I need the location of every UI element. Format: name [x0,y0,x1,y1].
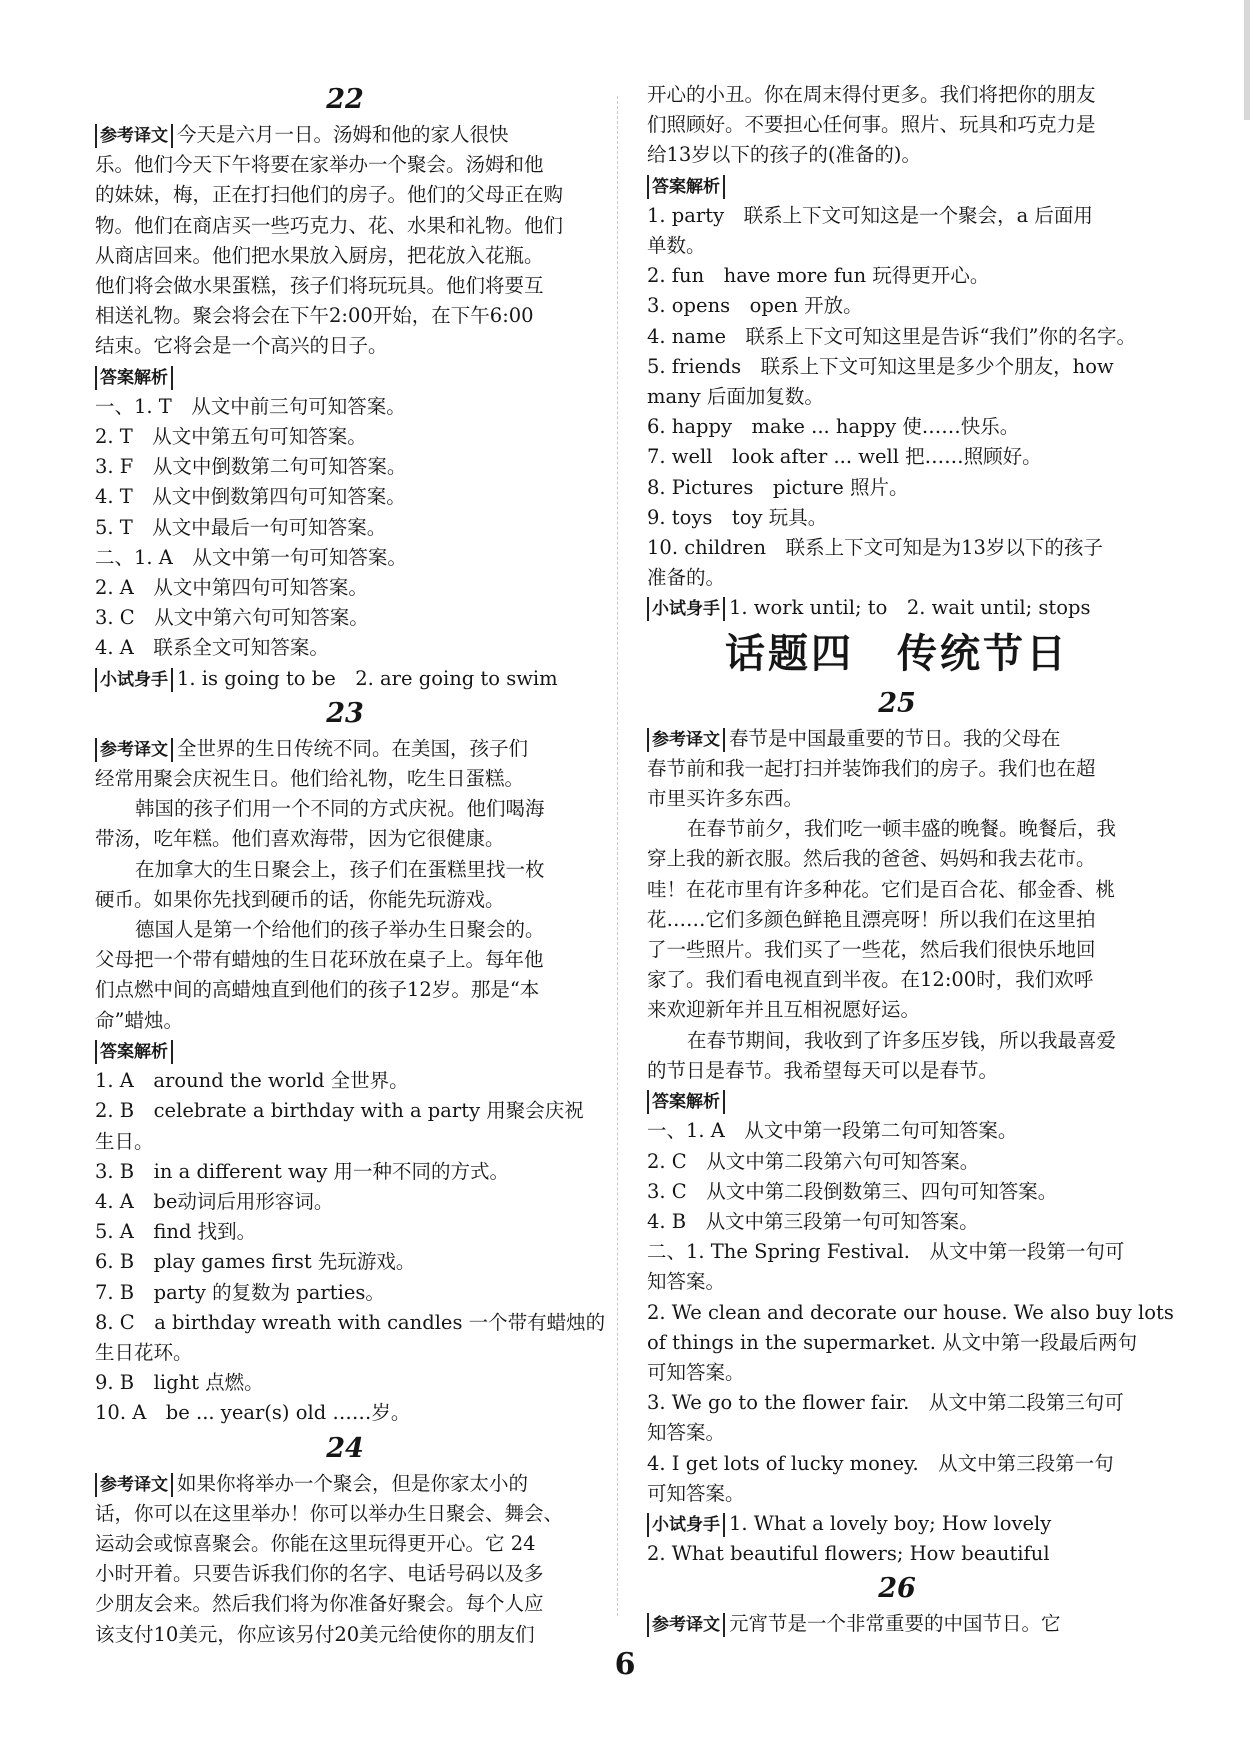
translation-line: 市里买许多东西。 [647,787,804,811]
translation-line: 运动会或惊喜聚会。你能在这里玩得更开心。它 24 [95,1531,536,1555]
answer-line: 3. F 从文中倒数第二句可知答案。 [95,455,407,479]
translation-line: 带汤，吃年糕。他们喜欢海带，因为它很健康。 [95,827,505,851]
answer-line: 知答案。 [647,1270,726,1294]
translation-line: 硬币。如果你先找到硬币的话，你能先玩游戏。 [95,887,505,911]
translation-tag: 参考译文 [647,1613,725,1637]
section-number-25: 25 [878,687,916,719]
section-number-26: 26 [878,1573,916,1605]
practice-tag: 小试身手 [647,597,725,621]
translation-line: 春节前和我一起打扫并装饰我们的房子。我们也在超 [647,756,1096,780]
translation-line: 少朋友会来。然后我们将为你准备好聚会。每个人应 [95,1592,544,1616]
section-number-24: 24 [326,1432,364,1464]
section-number-23: 23 [326,697,364,729]
answer-line: 5. friends 联系上下文可知这里是多少个朋友，how [647,354,1114,378]
translation-line: 花……它们多颜色鲜艳且漂亮呀！所以我们在这里拍 [647,907,1096,931]
answer-line: 8. Pictures picture 照片。 [647,475,909,499]
translation-line: 了一些照片。我们买了一些花，然后我们很快乐地回 [647,938,1096,962]
answer-line: 生日花环。 [95,1340,193,1364]
translation-line: 小时开着。只要告诉我们你的名字、电话号码以及多 [95,1562,544,1586]
translation-line: 家了。我们看电视直到半夜。在12:00时，我们欢呼 [647,968,1094,992]
answer-line: 4. name 联系上下文可知这里是告诉“我们”你的名字。 [647,324,1136,348]
translation-line: 德国人是第一个给他们的孩子举办生日聚会的。 [135,918,545,942]
answer-line: 3. C 从文中第二段倒数第三、四句可知答案。 [647,1179,1058,1203]
answer-line: 3. opens open 开放。 [647,294,863,318]
practice-line: 2. What beautiful flowers; How beautiful [647,1542,1050,1566]
answer-line: 9. B light 点燃。 [95,1371,264,1395]
practice-line: 小试身手 1. is going to be 2. are going to swim [95,664,595,694]
answer-line: 4. A 联系全文可知答案。 [95,636,329,660]
answer-line: 二、1. The Spring Festival. 从文中第一段第一句可 [647,1240,1125,1264]
answer-line: of things in the supermarket. 从文中第一段最后两句 [647,1330,1138,1354]
translation-line: 经常用聚会庆祝生日。他们给礼物，吃生日蛋糕。 [95,767,525,791]
translation-tag: 参考译文 [95,738,173,762]
translation-line: 参考译文 春节是中国最重要的节日。我的父母在 [647,724,1147,754]
answer-heading [95,1036,595,1066]
answer-line: 可知答案。 [647,1360,745,1384]
translation-line: 命”蜡烛。 [95,1008,183,1032]
translation-tag: 参考译文 [95,124,173,148]
right-column [647,80,1174,1640]
translation-line: 参考译文 全世界的生日传统不同。在美国，孩子们 [95,734,595,764]
practice-tag: 小试身手 [95,668,173,692]
translation-line: 在春节前夕，我们吃一顿丰盛的晚餐。晚餐后，我 [687,817,1117,841]
answer-line: 5. A find 找到。 [95,1220,257,1244]
answer-line: 3. C 从文中第六句可知答案。 [95,606,369,630]
answer-line: 生日。 [95,1129,154,1153]
answer-tag: 答案解析 [647,1090,725,1114]
translation-line: 他们将会做水果蛋糕，孩子们将玩玩具。他们将要互 [95,274,544,298]
practice-line: 小试身手 1. What a lovely boy; How lovely [647,1509,1147,1539]
left-column [95,80,606,1650]
answer-line: 准备的。 [647,566,726,590]
answer-line: 10. A be ... year(s) old ……岁。 [95,1401,411,1425]
answer-tag: 答案解析 [95,1040,173,1064]
translation-line: 参考译文 今天是六月一日。汤姆和他的家人很快 [95,120,595,150]
answer-line: 2. We clean and decorate our house. We also buy lots [647,1300,1174,1324]
translation-line: 在春节期间，我收到了许多压岁钱，所以我最喜爱 [687,1028,1117,1052]
translation-line: 来欢迎新年并且互相祝愿好运。 [647,998,921,1022]
translation-line: 在加拿大的生日聚会上，孩子们在蛋糕里找一枚 [135,857,545,881]
answer-line: 1. party 联系上下文可知这是一个聚会，a 后面用 [647,203,1093,227]
translation-line: 的妹妹，梅，正在打扫他们的房子。他们的父母正在购 [95,183,564,207]
translation-line: 参考译文 元宵节是一个非常重要的中国节日。它 [647,1609,1147,1639]
answer-tag: 答案解析 [95,366,173,390]
answer-heading [647,1086,1147,1116]
answer-line: 可知答案。 [647,1481,745,1505]
answer-line: many 后面加复数。 [647,385,824,409]
practice-tag: 小试身手 [647,1513,725,1537]
answer-line: 10. children 联系上下文可知是为13岁以下的孩子 [647,536,1103,560]
translation-line: 韩国的孩子们用一个不同的方式庆祝。他们喝海 [135,797,545,821]
answer-line: 一、1. T 从文中前三句可知答案。 [95,394,406,418]
answer-line: 3. B in a different way 用一种不同的方式。 [95,1159,510,1183]
answer-line: 6. happy make ... happy 使……快乐。 [647,415,1020,439]
answer-line: 7. B party 的复数为 parties。 [95,1280,385,1304]
answer-line: 5. T 从文中最后一句可知答案。 [95,515,387,539]
answer-line: 3. We go to the flower fair. 从文中第二段第三句可 [647,1391,1124,1415]
translation-line: 参考译文 如果你将举办一个聚会，但是你家太小的 [95,1469,595,1499]
translation-line: 结束。它将会是一个高兴的日子。 [95,334,388,358]
column-divider [617,96,618,1616]
translation-tag: 参考译文 [647,728,725,752]
answer-heading [95,362,595,392]
translation-line: 的节日是春节。我希望每天可以是春节。 [647,1058,999,1082]
answer-line: 2. C 从文中第二段第六句可知答案。 [647,1149,980,1173]
practice-line: 小试身手 1. work until; to 2. wait until; stops [647,593,1147,623]
answer-line: 知答案。 [647,1421,726,1445]
answer-line: 2. B celebrate a birthday with a party 用聚会庆祝 [95,1099,584,1123]
translation-line: 乐。他们今天下午将要在家举办一个聚会。汤姆和他 [95,153,544,177]
translation-line: 该支付10美元，你应该另付20美元给使你的朋友们 [95,1622,535,1646]
answer-line: 1. A around the world 全世界。 [95,1069,409,1093]
translation-line: 父母把一个带有蜡烛的生日花环放在桌子上。每年他 [95,948,544,972]
page-edge-shadow [1244,0,1250,120]
answer-line: 二、1. A 从文中第一句可知答案。 [95,545,407,569]
answer-line: 2. T 从文中第五句可知答案。 [95,425,367,449]
translation-line: 给13岁以下的孩子的(准备的)。 [647,143,922,167]
answer-line: 4. I get lots of lucky money. 从文中第三段第一句 [647,1451,1114,1475]
answer-line: 4. A be动词后用形容词。 [95,1189,334,1213]
translation-tag: 参考译文 [95,1473,173,1497]
translation-line: 开心的小丑。你在周末得付更多。我们将把你的朋友 [647,83,1096,106]
answer-line: 8. C a birthday wreath with candles 一个带有蜡烛的 [95,1310,606,1334]
answer-heading [647,171,1147,201]
answer-line: 2. A 从文中第四句可知答案。 [95,576,368,600]
answer-tag: 答案解析 [647,175,725,199]
translation-line: 物。他们在商店买一些巧克力、花、水果和礼物。他们 [95,213,564,237]
section-number-22: 22 [326,84,364,115]
translation-line: 们照顾好。不要担心任何事。照片、玩具和巧克力是 [647,113,1096,137]
answer-line: 2. fun have more fun 玩得更开心。 [647,264,990,288]
answer-line: 单数。 [647,234,706,258]
translation-line: 相送礼物。聚会将会在下午2:00开始，在下午6:00 [95,304,534,328]
answer-line: 4. B 从文中第三段第一句可知答案。 [647,1209,979,1233]
topic-title: 话题四 传统节日 [725,630,1069,677]
translation-line: 从商店回来。他们把水果放入厨房，把花放入花瓶。 [95,243,544,267]
answer-line: 7. well look after ... well 把……照顾好。 [647,445,1042,469]
answer-line: 6. B play games first 先玩游戏。 [95,1250,416,1274]
answer-line: 4. T 从文中倒数第四句可知答案。 [95,485,406,509]
translation-line: 话，你可以在这里举办！你可以举办生日聚会、舞会、 [95,1501,564,1525]
translation-line: 穿上我的新衣服。然后我的爸爸、妈妈和我去花市。 [647,847,1096,871]
translation-line: 哇！在花市里有许多种花。它们是百合花、郁金香、桃 [647,877,1116,901]
page-number: 6 [614,1647,636,1682]
answer-line: 一、1. A 从文中第一段第二句可知答案。 [647,1119,1018,1143]
translation-line: 们点燃中间的高蜡烛直到他们的孩子12岁。那是“本 [95,978,540,1002]
answer-line: 9. toys toy 玩具。 [647,505,828,529]
